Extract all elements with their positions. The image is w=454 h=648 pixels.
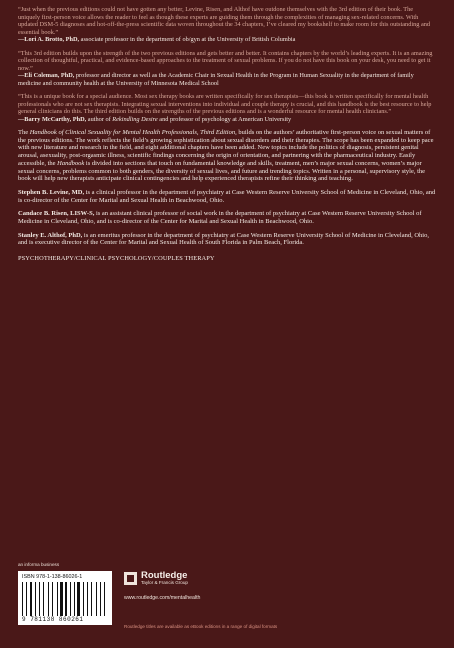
endorser-name: —Barry McCarthy, PhD,: [18, 115, 87, 123]
publisher-url: www.routledge.com/mentalhealth: [124, 595, 201, 601]
barcode-bar: [26, 582, 27, 616]
endorser-role: author of: [86, 115, 113, 123]
author-bio-text: is an assistant clinical professor of social work in the department of psychiatry at Case Western Reserve University School of Medicine in Cleveland, Ohio, and is co-director of the Center for Marital and Sexual Health in Beachwood, Ohio.: [18, 210, 422, 226]
ebook-note: Routledge titles are available as eBook editions in a range of digital formats: [124, 624, 278, 629]
barcode-bar: [43, 582, 44, 616]
barcode-bar: [100, 582, 101, 616]
author-bio-text: is a clinical professor in the department of psychiatry at Case Western Reserve University School of Medicine in Cleveland, Ohio, and is co-director of the Center for Marital and Sexual Health in Beachwood, Ohio.: [18, 188, 436, 204]
barcode-bar: [35, 582, 37, 616]
endorsements: [18, 6, 436, 123]
author-name: Candace B. Risen, LISW-S,: [18, 210, 95, 218]
barcode-bars: [22, 582, 108, 616]
barcode-bar: [106, 582, 107, 616]
subject-category: PSYCHOTHERAPY/CLINICAL PSYCHOLOGY/COUPLES THERAPY: [18, 255, 215, 263]
endorsement-quote: “This 3rd edition builds upon the strength of the two previous editions and gets better and better. It contains chapters by the world’s leading experts. It is an amazing collection of thoughtful, practical, and evidence-based approaches to the treatment of sexual problems. If you do not have this book on your desk, you need to get it now.”: [18, 49, 433, 72]
author-name: Stanley E. Althof, PhD,: [18, 231, 83, 239]
informa-tagline: an informa business: [18, 562, 60, 567]
endorser-name: —Eli Coleman, PhD,: [18, 72, 75, 79]
barcode-bar: [87, 582, 89, 616]
barcode-bar: [74, 582, 75, 616]
endorsement-quote: “Just when the previous editions could not have gotten any better, Levine, Risen, and Althof have outdone themselves with the 3rd edition of their book. The uniquely first-person voice allows the reader to feel as though these experts are guiding them through the complexities of managing sex-related concerns. With updated DSM-5 diagnoses and hot-off-the-press scientific data woven throughout the 34 chapters, I’ve cleared my bookshelf to make room for this outstanding and essential book.”: [18, 6, 431, 36]
publisher-group: Taylor & Francis Group: [141, 580, 188, 585]
handbook-word: Handbook: [57, 159, 85, 167]
desc-text: The: [18, 129, 30, 136]
endorser-role: associate professor in the department of ob/gyn at the University of British Columbia: [79, 36, 296, 43]
barcode-bar: [39, 582, 40, 616]
barcode-digits: 9 781138 860261: [22, 616, 84, 623]
barcode-bar: [28, 582, 29, 616]
book-description: [18, 129, 436, 183]
barcode-bar: [24, 582, 26, 616]
barcode-bar: [33, 582, 34, 616]
publisher-logo: [124, 571, 188, 586]
book-title: Handbook of Clinical Sexuality for Mental Health Professionals, Third Edition: [29, 129, 236, 136]
barcode-bar: [85, 582, 86, 616]
author-bio: [18, 189, 436, 204]
barcode-bar: [81, 582, 83, 616]
barcode: [18, 571, 112, 625]
barcode-bar: [89, 582, 90, 616]
barcode-bar: [50, 582, 51, 616]
desc-text: , builds on the authors’ authoritative first-person voice on sexual matters of the previous editions. The work reflects the field’s growing sophistication about sexual disorders and their therapies. The scope has been expanded to keep pace with new literature and research in the field, and eight additional chapters have been added. New topics include the politics of diagnosis, persistent genital arousal, asexuality, post-orgasmic illness, scientific findings concerning the origin of orientation, and partnering with the pharmaceutical industry. Easily accessible, the: [18, 129, 434, 167]
author-bio: [18, 210, 436, 225]
endorsement-quote: “This is a unique book for a special audience. Most sex therapy books are written specifically for sex therapists—this book is written specifically for mental health professionals who are not sex therapists. Integrating sexual interventions into individual and couple therapy is crucial, and this handbook is the best resource to help general clinicians do this. The third edition builds on the strengths of the previous editions and is a wonderful resource for mental health clinicians.”: [18, 93, 432, 115]
barcode-bar: [71, 582, 73, 616]
barcode-bar: [52, 582, 54, 616]
barcode-bar: [76, 582, 77, 616]
barcode-bar: [68, 582, 69, 616]
barcode-bar: [70, 582, 71, 616]
endorsement-attribution: [18, 36, 436, 44]
barcode-bar: [104, 582, 106, 616]
barcode-bar: [30, 582, 32, 616]
endorsement-attribution: [18, 116, 436, 124]
author-bio: [18, 232, 436, 247]
isbn-number: ISBN 978-1-138-86026-1: [22, 574, 83, 580]
routledge-logo-icon: [124, 572, 137, 585]
author-name: Stephen B. Levine, MD,: [18, 188, 85, 196]
barcode-bar: [60, 582, 62, 616]
endorser-role-cont: and professor of psychology at American University: [157, 115, 292, 123]
endorser-book-title: Rekindling Desire: [112, 115, 158, 123]
barcode-bar: [77, 582, 79, 616]
endorser-role: professor and director as well as the Academic Chair in Sexual Health in the Program in Human Sexuality in the department of family medicine and community health at the University of Minnesota Medical School: [18, 72, 414, 87]
barcode-bar: [48, 582, 49, 616]
barcode-bar: [102, 582, 103, 616]
author-bio-text: is an emeritus professor in the department of psychiatry at Case Western Reserve University School of Medicine in Cleveland, Ohio, and is executive director of the Center for Marital and Sexual Health of South Florida in Palm Beach, Florida.: [18, 231, 429, 247]
publisher-name: Routledge: [141, 570, 188, 581]
barcode-bar: [41, 582, 43, 616]
barcode-bar: [91, 582, 92, 616]
barcode-bar: [98, 582, 100, 616]
barcode-bar: [37, 582, 38, 616]
barcode-bar: [45, 582, 47, 616]
barcode-bar: [93, 582, 95, 616]
barcode-bar: [54, 582, 56, 616]
barcode-bar: [83, 582, 84, 616]
barcode-bar: [96, 582, 97, 616]
desc-text: is divided into sections that touch on fundamental knowledge and skills, treatment, men’s major sexual concerns, women’s major sexual concerns, problems common to both genders, the diversity of sexual lives, and future and trending topics. Written in a personal, supervisory style, the book will help new therapists anticipate clinical contingencies and help experienced therapists refine their thinking and teaching.: [18, 159, 426, 183]
barcode-bar: [57, 582, 58, 616]
barcode-bar: [64, 582, 65, 616]
cover-footer: [0, 562, 454, 648]
barcode-bar: [22, 582, 23, 616]
barcode-bar: [59, 582, 60, 616]
endorser-name: —Lori A. Brotto, PhD,: [18, 36, 80, 43]
barcode-bar: [65, 582, 67, 616]
endorsement-attribution: [18, 72, 436, 87]
